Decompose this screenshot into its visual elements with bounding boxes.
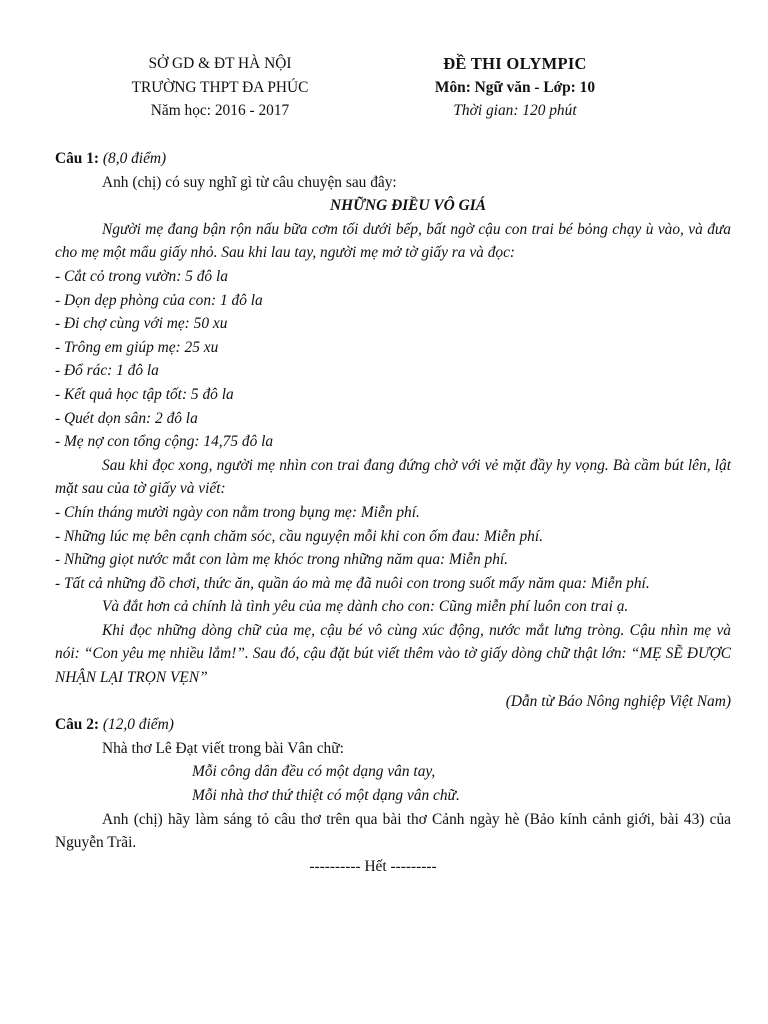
question-2-intro: Nhà thơ Lê Đạt viết trong bài Vân chữ: (102, 739, 344, 757)
question-1-label: Câu 1: (55, 150, 100, 167)
question-1-points: (8,0 điểm) (99, 150, 167, 167)
end-marker: ---------- Hết --------- (309, 857, 437, 875)
bill-item: - Dọn dẹp phòng của con: 1 đô la (55, 291, 263, 309)
school-year: Năm học: 2016 - 2017 (150, 102, 290, 120)
question-1-prompt: Anh (chị) có suy nghĩ gì từ câu chuyện sau đây: (102, 173, 397, 191)
reply-item: - Những lúc mẹ bên cạnh chăm sóc, cầu nguyện mỗi khi con ốm đau: Miễn phí. (55, 527, 543, 545)
question-2-heading (55, 713, 731, 737)
school-name: TRƯỜNG THPT ĐA PHÚC (131, 78, 309, 96)
question-2-points: (12,0 điểm) (99, 716, 174, 734)
reply-item: - Tất cả những đồ chơi, thức ăn, quần áo mà mẹ đã nuôi con trong suốt mấy năm qua: Miễn phí. (55, 574, 650, 592)
mother-reply-list (55, 501, 731, 595)
exam-subject: Môn: Ngữ văn - Lớp: 10 (434, 78, 596, 96)
bill-item: - Đi chợ cùng với mẹ: 50 xu (55, 315, 228, 333)
poem-line: Mỗi công dân đều có một dạng vân tay, (192, 763, 436, 781)
exam-content (55, 147, 731, 878)
exam-info (410, 52, 620, 123)
exam-header (0, 52, 768, 124)
son-bill-list (55, 265, 731, 454)
story-love-line: Và đắt hơn cả chính là tình yêu của mẹ dành cho con: Cũng miễn phí luôn con trai ạ. (102, 598, 629, 616)
bill-item: - Cắt cỏ trong vườn: 5 đô la (55, 267, 228, 285)
bill-item: - Đổ rác: 1 đô la (55, 362, 159, 380)
poem-line: Mỗi nhà thơ thứ thiệt có một dạng vân chữ. (192, 787, 460, 805)
question-2-task: Anh (chị) hãy làm sáng tỏ câu thơ trên qua bài thơ Cảnh ngày hè (Bảo kính cảnh giới, bài 43) của Nguyễn Trãi. (55, 810, 731, 852)
bill-item: - Trông em giúp mẹ: 25 xu (55, 338, 219, 356)
question-2-label: Câu 2: (55, 716, 100, 734)
reply-item: - Những giọt nước mắt con làm mẹ khóc trong những năm qua: Miễn phí. (55, 551, 509, 569)
exam-time: Thời gian: 120 phút (453, 102, 577, 120)
bill-item: - Quét dọn sân: 2 đô la (55, 409, 198, 427)
story-ending: Khi đọc những dòng chữ của mẹ, cậu bé vô cùng xúc động, nước mắt lưng tròng. Cậu nhìn mẹ và nói: “Con yêu mẹ nhiều lắm!”. Sau đó, cậu đặt bút viết thêm vào tờ giấy dòng chữ thật lớn: “MẸ SẼ ĐƯỢC NHẬN LẠI TRỌN VẸN” (55, 621, 731, 687)
bill-item: - Kết quả học tập tốt: 5 đô la (55, 385, 234, 403)
bill-item: - Mẹ nợ con tổng cộng: 14,75 đô la (55, 433, 274, 451)
question-1-heading (55, 147, 731, 171)
reply-item: - Chín tháng mười ngày con nằm trong bụng mẹ: Miễn phí. (55, 503, 420, 521)
school-info (105, 52, 335, 123)
story-intro: Người mẹ đang bận rộn nấu bữa cơm tối dưới bếp, bất ngờ cậu con trai bé bỏng chạy ù vào, và đưa cho mẹ một mẩu giấy nhỏ. Sau khi lau tay, người mẹ mở tờ giấy ra và đọc: (55, 220, 731, 262)
story-after-read: Sau khi đọc xong, người mẹ nhìn con trai đang đứng chờ với vẻ mặt đầy hy vọng. Bà cầm bút lên, lật mặt sau của tờ giấy và viết: (55, 456, 731, 498)
story-title: NHỮNG ĐIỀU VÔ GIÁ (329, 197, 487, 215)
department-name: SỞ GD & ĐT HÀ NỘI (148, 55, 292, 72)
exam-title: ĐỀ THI OLYMPIC (443, 54, 587, 73)
story-source: (Dẫn từ Báo Nông nghiệp Việt Nam) (505, 692, 731, 710)
